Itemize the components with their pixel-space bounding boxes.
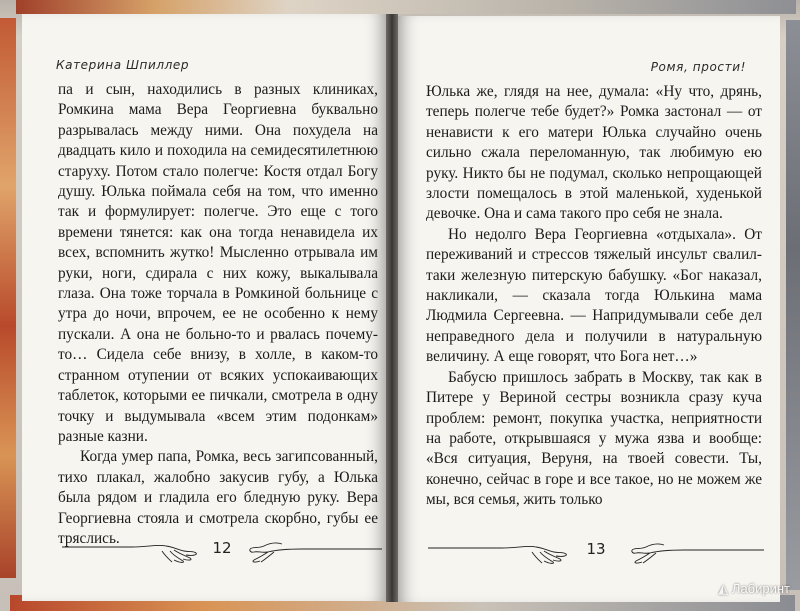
right-page-text (426, 82, 762, 511)
left-page-text (58, 80, 378, 549)
book-cover-left-edge (0, 18, 16, 578)
labirint-logo-icon: ◭ (718, 581, 732, 596)
paragraph: Бабусю пришлось забрать в Москву, так как в Питере у Вериной сестры возникла сразу куча проблем: ремонт, покупка участка, неприятности на работе, открывшаяся у мужа язва и вообще: «Вся ситуация, Веруня, на твоей совести. Ты, конечно, сейчас в горе и все такое, но не можем же мы, вся семья, жить только (426, 368, 762, 509)
left-page (22, 14, 386, 601)
folio-ornament (62, 529, 382, 569)
page-number: 12 (212, 539, 232, 557)
paragraph: Юлька же, глядя на нее, думала: «Ну что, дрянь, теперь полегче тебе будет?» Ромка застонал — от ненависти к его матери Юлька случайно очень сильно сжала переломанную, так любимую ею руку. Никто бы не подумал, сколько непрощающей злости помещалось в этой маленькой, худенькой девочке. Она и сама такого про себя не знала. (426, 83, 762, 223)
watermark-text: Лабиринт (731, 581, 790, 596)
book-gutter (386, 14, 398, 602)
folio-ornament (428, 530, 764, 570)
paragraph: па и сын, находились в разных клиниках, Ромкина мама Вера Георгиевна буквально разрывалась между ними. Она похудела на двадцать кило и походила на семидесятилетнюю старуху. Потом стало полегче: Костя отдал Богу душу. Юлька поймала себя на том, что именно так и формулирует: полегче. Это еще с того времени тянется: как она тогда ненавидела их всех, вспомнить жутко! Мысленно отрывала им руки, ноги, сдирала с них кожу, выкалывала глаза. Она тоже торчала в Ромкиной больнице с утра до ночи, впрочем, ее не особенно к нему пускали. А она не больно-то и рвалась почему-то… Сидела себе внизу, в холле, в каком-то странном отупении от всяких успокаивающих таблеток, которыми ее пичкали, смотрела в одну точку и выдумывала «всем этим подонкам» разные казни. (58, 81, 378, 445)
right-page (398, 16, 780, 602)
running-head-author: Катерина Шпиллер (56, 58, 190, 72)
book-cover-top-edge (16, 0, 796, 14)
running-head-title: Ромя, прости! (650, 60, 746, 74)
paragraph: Но недолго Вера Георгиевна «отдыхала». От переживаний и стрессов тяжелый инсульт свалил-таки железную питерскую бабушку. «Бог наказал, накликали, — сказала тогда Юлькина мама Людмила Сергеевна. — Напридумывали себе дел неправедного дела и получили в натуральную величину. А еще говорят, что Бога нет…» (426, 225, 762, 366)
paragraph: Когда умер папа, Ромка, весь загипсованный, тихо плакал, жалобно закусив губу, а Юлька была рядом и гладила его бледную руку. Вера Георгиевна стояла и смотрела скорбно, губы ее тряслись. (58, 448, 378, 547)
book-cover-right-edge (786, 20, 800, 590)
watermark (718, 581, 790, 597)
page-number: 13 (586, 540, 606, 558)
